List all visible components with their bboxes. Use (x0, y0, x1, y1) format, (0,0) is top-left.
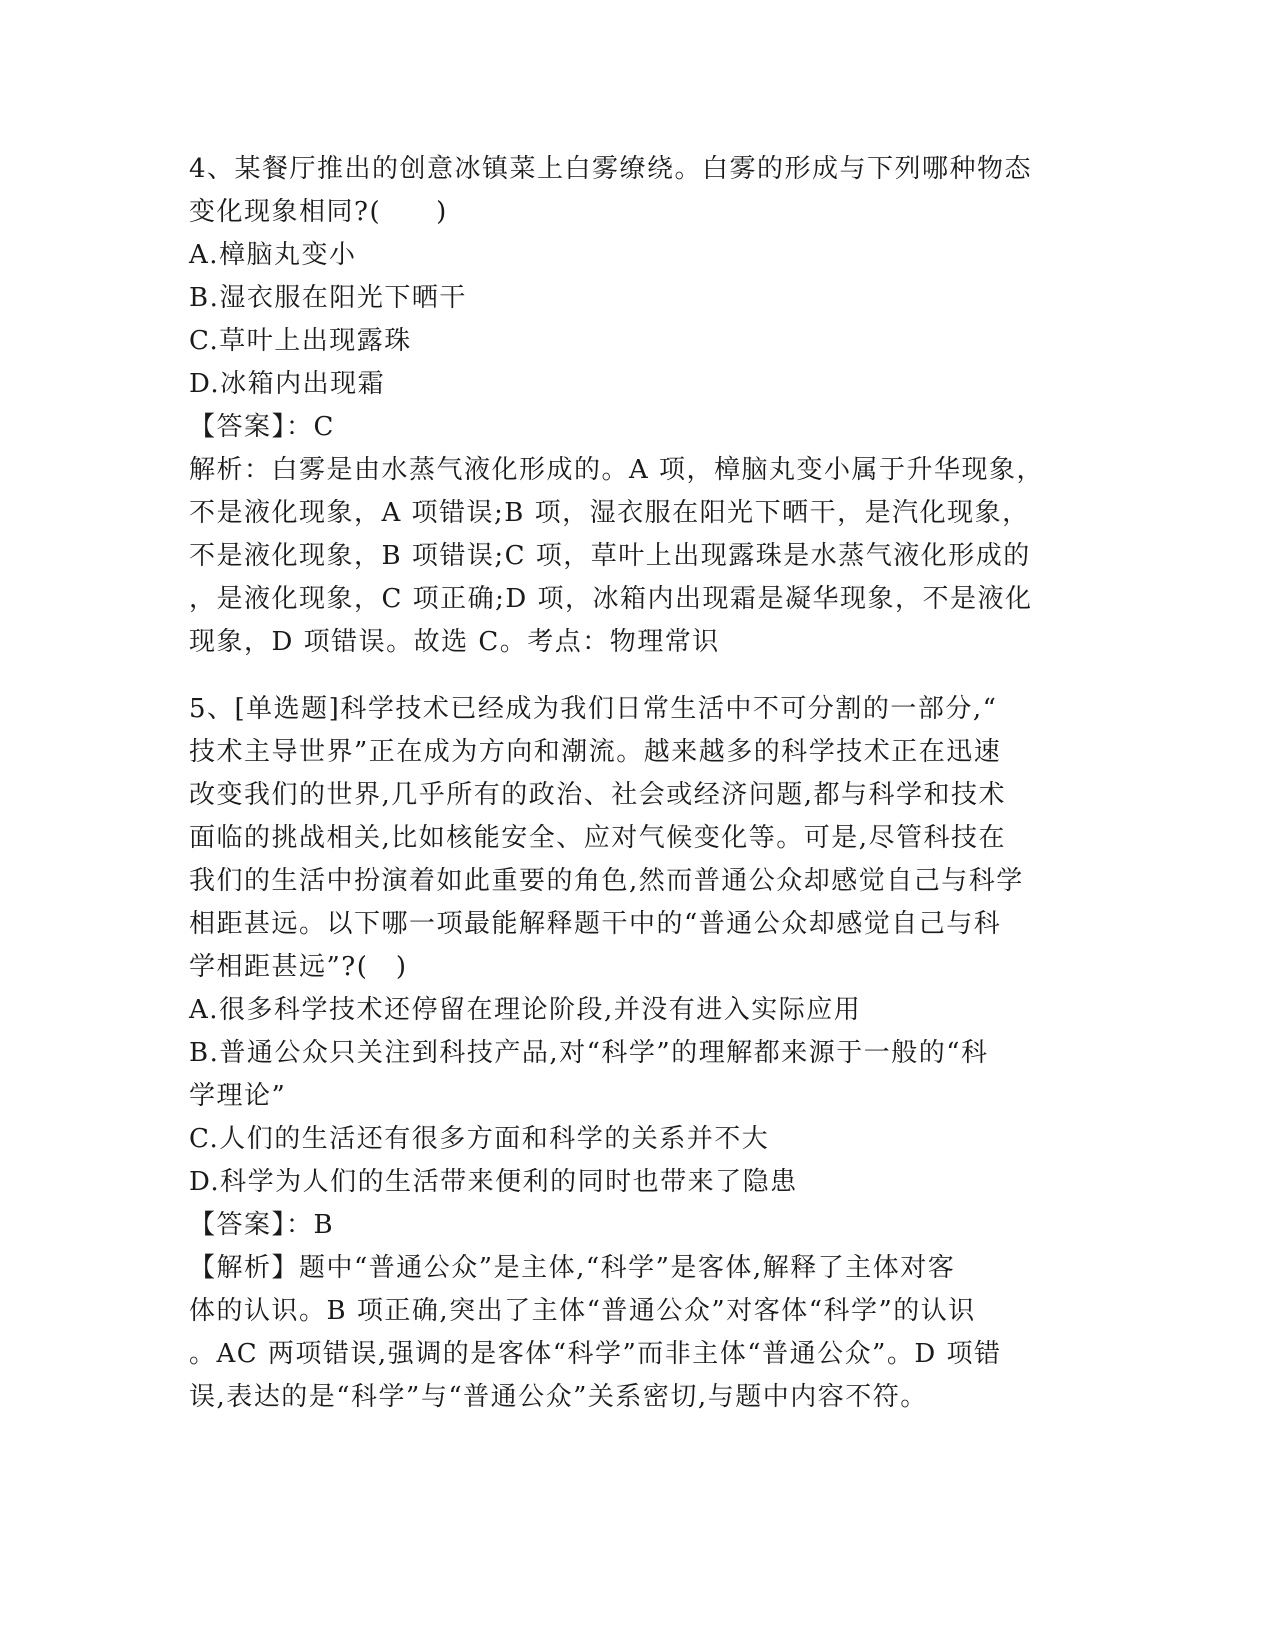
explanation-line: 不是液化现象，A 项错误;B 项，湿衣服在阳光下晒干，是汽化现象， (189, 498, 1030, 528)
question-stem-line: 变化现象相同?( ) (189, 197, 448, 227)
option-c: C.人们的生活还有很多方面和科学的关系并不大 (189, 1124, 770, 1154)
answer-line: 【答案】：B (189, 1210, 335, 1240)
explanation-line: 误,表达的是“科学”与“普通公众”关系密切,与题中内容不符。 (189, 1382, 928, 1412)
question-stem-line: 4、某餐厅推出的创意冰镇菜上白雾缭绕。白雾的形成与下列哪种物态 (189, 154, 1033, 184)
question-stem-line: 改变我们的世界,几乎所有的政治、社会或经济问题,都与科学和技术 (189, 780, 1007, 810)
question-stem-line: 面临的挑战相关,比如核能安全、应对气候变化等。可是,尽管科技在 (189, 823, 1007, 853)
option-b-continuation: 学理论” (189, 1081, 287, 1111)
question-stem-line: 相距甚远。以下哪一项最能解释题干中的“普通公众却感觉自己与科 (189, 909, 1002, 939)
question-5 (189, 688, 1089, 1419)
explanation-line: ，是液化现象，C 项正确;D 项，冰箱内出现霜是凝华现象，不是液化 (189, 584, 1033, 614)
explanation-line: 现象，D 项错误。故选 C。考点：物理常识 (189, 627, 720, 657)
option-b: B.普通公众只关注到科技产品,对“科学”的理解都来源于一般的“科 (189, 1038, 989, 1068)
explanation-line: 。AC 两项错误,强调的是客体“科学”而非主体“普通公众”。D 项错 (189, 1339, 1002, 1369)
question-stem-line: 5、[单选题]科学技术已经成为我们日常生活中不可分割的一部分,“ (189, 694, 998, 724)
explanation-line: 【解析】题中“普通公众”是主体,“科学”是客体,解释了主体对客 (189, 1253, 956, 1283)
question-stem-line: 学相距甚远”?( ) (189, 952, 408, 982)
option-a: A.很多科学技术还停留在理论阶段,并没有进入实际应用 (189, 995, 862, 1025)
question-stem-line: 我们的生活中扮演着如此重要的角色,然而普通公众却感觉自己与科学 (189, 866, 1024, 896)
option-a: A.樟脑丸变小 (189, 240, 357, 270)
answer-line: 【答案】：C (189, 412, 335, 442)
option-d: D.冰箱内出现霜 (189, 369, 386, 399)
option-d: D.科学为人们的生活带来便利的同时也带来了隐患 (189, 1167, 798, 1197)
option-c: C.草叶上出现露珠 (189, 326, 412, 356)
question-stem-line: 技术主导世界”正在成为方向和潮流。越来越多的科学技术正在迅速 (189, 737, 1002, 767)
option-b: B.湿衣服在阳光下晒干 (189, 283, 467, 313)
explanation-line: 体的认识。B 项正确,突出了主体“普通公众”对客体“科学”的认识 (189, 1296, 976, 1326)
explanation-line: 解析：白雾是由水蒸气液化形成的。A 项，樟脑丸变小属于升华现象， (189, 455, 1045, 485)
explanation-line: 不是液化现象，B 项错误;C 项，草叶上出现露珠是水蒸气液化形成的 (189, 541, 1031, 571)
question-4 (189, 148, 1089, 664)
